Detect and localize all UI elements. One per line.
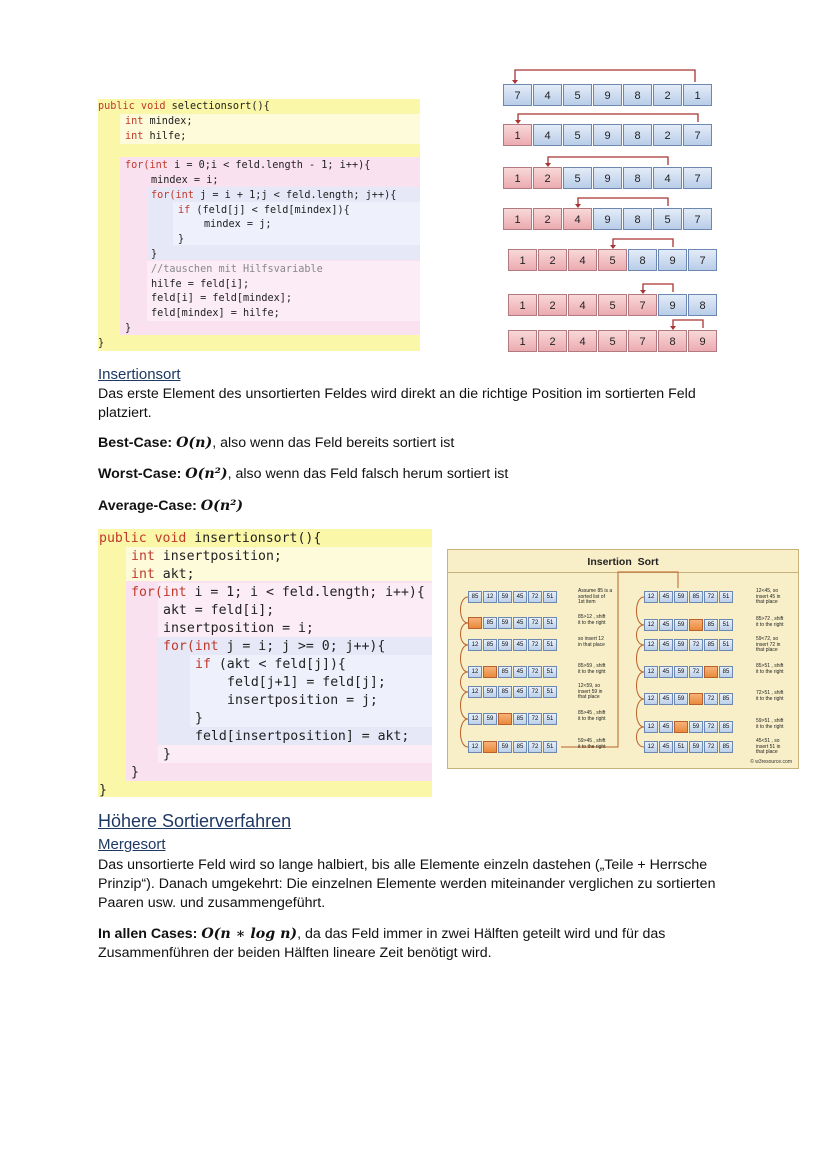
figure-cell: 85 (689, 591, 703, 603)
figure-cell: 59 (498, 741, 512, 753)
figure-cell: 72 (704, 591, 718, 603)
array-cell: 2 (653, 124, 682, 146)
figure-cell: 51 (543, 591, 557, 603)
figure-cell: 12 (468, 741, 482, 753)
swap-arrow (548, 157, 668, 165)
array-cell: 8 (688, 294, 717, 316)
figure-cell: 72 (528, 617, 542, 629)
figure-note: 85>59 , shift it to the right (578, 663, 606, 675)
average-case-line (98, 497, 243, 516)
figure-cell: 85 (483, 639, 497, 651)
figure-cell: 85 (719, 666, 733, 678)
figure-cell (498, 713, 512, 725)
code-token: i = 1; i < feld.length; i++){ (186, 585, 425, 600)
code-token: for(int (125, 160, 168, 172)
figure-cell: 59 (674, 619, 688, 631)
code-token: akt = feld[i]; (163, 603, 275, 618)
array-cell: 9 (593, 208, 622, 230)
figure-cell: 51 (719, 639, 733, 651)
figure-cell: 45 (659, 591, 673, 603)
array-cell: 7 (688, 249, 717, 271)
code-line (98, 159, 428, 174)
code-token: int (131, 549, 155, 564)
code-token: } (163, 747, 171, 762)
array-cell: 1 (503, 167, 532, 189)
array-cell: 5 (653, 208, 682, 230)
swap-arrow (515, 70, 695, 82)
figure-cell: 45 (513, 617, 527, 629)
array-cell: 7 (683, 124, 712, 146)
figure-cell: 59 (689, 741, 703, 753)
figure-cell: 72 (528, 666, 542, 678)
array-cell: 9 (658, 249, 687, 271)
code-line (98, 100, 428, 115)
swap-arrow (613, 239, 673, 247)
code-line (98, 189, 428, 204)
code-line (98, 337, 428, 352)
figure-cell: 45 (513, 686, 527, 698)
figure-cell: 45 (513, 591, 527, 603)
code-line (98, 602, 432, 620)
average-case-label: Average-Case: (98, 498, 197, 514)
code-token: i = 0;i < feld.length - 1; i++){ (167, 160, 371, 172)
code-token: } (98, 337, 105, 349)
figure-cell: 12 (468, 713, 482, 725)
array-cell: 2 (533, 208, 562, 230)
array-cell: 4 (533, 84, 562, 106)
array-cell: 7 (683, 208, 712, 230)
code-token: int (125, 130, 144, 142)
figure-cell: 85 (704, 639, 718, 651)
figure-cell: 85 (498, 666, 512, 678)
best-case-line (98, 434, 454, 453)
figure-cell: 51 (543, 686, 557, 698)
figure-cell: 72 (689, 666, 703, 678)
array-cell: 5 (563, 124, 592, 146)
swap-arrow (518, 114, 698, 122)
code-token: mindex = i; (151, 175, 219, 186)
figure-cell: 85 (704, 619, 718, 631)
array-cell: 4 (653, 167, 682, 189)
figure-cell: 59 (674, 639, 688, 651)
array-cell: 9 (658, 294, 687, 316)
figure-cell: 51 (719, 619, 733, 631)
figure-cell: 12 (644, 591, 658, 603)
figure-cell: 51 (543, 666, 557, 678)
figure-arrow (637, 727, 645, 747)
code-token: int (131, 567, 155, 582)
figure-cell: 45 (513, 639, 527, 651)
code-token: insertposition = i; (163, 621, 314, 636)
array-cell: 8 (658, 330, 687, 352)
worst-case-text: , also wenn das Feld falsch herum sortiert ist (227, 466, 509, 482)
figure-cell: 85 (719, 721, 733, 733)
code-token: hilfe; (143, 130, 187, 142)
array-cell: 7 (503, 84, 532, 106)
mergesort-description: Das unsortierte Feld wird so lange halbiert, bis alle Elemente einzeln dastehen („Teile + Herrsche Prinzip“). Danach umgekehrt: Die einzelnen Elemente werden miteinander verglichen zu sortierten Paaren usw. und zusammengeführt. (98, 857, 716, 911)
figure-note: 59>45 , shift it to the right (578, 738, 606, 750)
figure-cell: 72 (528, 713, 542, 725)
code-line (98, 674, 432, 692)
array-cell: 5 (563, 167, 592, 189)
figure-cell: 45 (659, 693, 673, 705)
mergesort-complexity (98, 925, 728, 963)
code-token: public void (99, 531, 187, 546)
figure-note: Assume 85 is a sorted list of 1st item (578, 588, 613, 605)
code-line (98, 204, 428, 219)
figure-cell: 51 (543, 617, 557, 629)
code-line (98, 292, 428, 307)
figure-note: 45<51 , so insert 51 in that place (756, 738, 781, 755)
worst-case-complexity: O(n²) (185, 466, 228, 482)
figure-note: 59>51 , shift it to the right (756, 718, 784, 730)
insertionsort-description: Das erste Element des unsortierten Feldes wird direkt an die richtige Position im sortierten Feld platziert. (98, 386, 696, 421)
code-token: public void (98, 101, 166, 112)
hoehere-sortierverfahren-heading: Höhere Sortierverfahren (98, 811, 292, 831)
figure-cell: 85 (468, 591, 482, 603)
figure-arrow (461, 692, 469, 719)
array-cell: 2 (538, 294, 567, 316)
figure-arrow (637, 625, 645, 645)
figure-cell (689, 693, 703, 705)
figure-cell: 45 (659, 721, 673, 733)
figure-cell: 59 (674, 666, 688, 678)
figure-arrow (461, 719, 469, 747)
code-line (98, 782, 432, 800)
best-case-text: , also wenn das Feld bereits sortiert ist (212, 435, 455, 451)
figure-cell: 72 (528, 686, 542, 698)
figure-cell: 59 (483, 713, 497, 725)
code-line (98, 130, 428, 145)
figure-cell: 85 (498, 686, 512, 698)
code-token: (feld[j] < feld[mindex]){ (190, 204, 350, 216)
all-cases-complexity: O(n ∗ log n) (201, 926, 298, 942)
code-line (98, 218, 428, 233)
figure-cell (689, 619, 703, 631)
code-token: feld[i] = feld[mindex]; (151, 293, 293, 305)
figure-cell: 12 (644, 693, 658, 705)
code-token: } (151, 249, 158, 260)
figure-cell: 85 (719, 741, 733, 753)
code-token: akt; (154, 567, 195, 582)
figure-note: 85>12 , shift it to the right (578, 614, 606, 626)
code-line (98, 656, 432, 674)
figure-title: Insertion Sort (587, 556, 659, 568)
figure-cell: 12 (644, 666, 658, 678)
figure-cell: 51 (719, 591, 733, 603)
figure-cell: 72 (704, 721, 718, 733)
code-token: //tauschen mit Hilfsvariable (151, 263, 323, 275)
average-case-complexity: O(n²) (200, 498, 244, 514)
code-line (98, 278, 428, 293)
insertion-sort-figure (447, 549, 799, 769)
figure-cell: 85 (483, 617, 497, 629)
code-token: } (131, 765, 139, 780)
figure-note: 85>72 , shift it to the right (756, 616, 784, 628)
figure-note: so insert 12 in that place (578, 636, 605, 648)
swap-arrow (578, 198, 668, 206)
array-cell: 5 (598, 294, 627, 316)
array-cell: 2 (533, 167, 562, 189)
code-token: hilfe = feld[i]; (151, 278, 250, 290)
figure-cell: 59 (689, 721, 703, 733)
code-token: insertposition = j; (227, 693, 378, 708)
figure-arrow (461, 623, 469, 645)
code-line (98, 746, 432, 764)
figure-arrows (448, 550, 798, 768)
code-token: for(int (151, 189, 194, 201)
figure-arrow (461, 645, 469, 672)
figure-cell: 72 (704, 693, 718, 705)
figure-cell: 59 (674, 693, 688, 705)
figure-arrow (637, 597, 645, 625)
figure-cell: 72 (528, 639, 542, 651)
figure-cell: 12 (468, 686, 482, 698)
array-cell: 8 (623, 124, 652, 146)
mergesort-heading: Mergesort (98, 836, 166, 853)
array-cell: 4 (568, 294, 597, 316)
code-token: int (125, 115, 144, 127)
code-line (98, 322, 428, 337)
figure-credit: © w3resource.com (750, 759, 792, 765)
swap-arrow (673, 320, 703, 328)
array-cell: 1 (683, 84, 712, 106)
figure-cell (674, 721, 688, 733)
code-line (98, 548, 432, 566)
figure-cell: 72 (528, 741, 542, 753)
code-line (98, 710, 432, 728)
code-token: selectionsort(){ (165, 101, 270, 112)
code-line (98, 115, 428, 130)
figure-cell: 59 (498, 617, 512, 629)
figure-cell: 59 (674, 591, 688, 603)
figure-cell (468, 617, 482, 629)
figure-cell (483, 741, 497, 753)
figure-arrow (637, 645, 645, 672)
code-token: insertposition; (154, 549, 282, 564)
array-cell: 5 (598, 249, 627, 271)
worst-case-label: Worst-Case: (98, 466, 182, 482)
code-line (98, 620, 432, 638)
array-cell: 4 (568, 249, 597, 271)
code-token: feld[mindex] = hilfe; (151, 308, 280, 320)
figure-cell: 59 (483, 686, 497, 698)
array-cell: 4 (563, 208, 592, 230)
array-cell: 9 (593, 124, 622, 146)
array-cell: 8 (623, 208, 652, 230)
figure-note: 85>45 , shift it to the right (578, 710, 606, 722)
figure-cell: 12 (468, 666, 482, 678)
code-token: (akt < feld[j]){ (210, 657, 346, 672)
array-cell: 5 (598, 330, 627, 352)
figure-cell: 12 (644, 619, 658, 631)
figure-cell: 72 (528, 591, 542, 603)
code-line (98, 233, 428, 248)
figure-cell: 85 (513, 713, 527, 725)
code-token: } (178, 234, 185, 246)
code-line (98, 584, 432, 602)
figure-note: 85>51 , shift it to the right (756, 663, 784, 675)
code-token: feld[j+1] = feld[j]; (227, 675, 386, 690)
array-cell: 9 (593, 84, 622, 106)
code-line (98, 728, 432, 746)
array-cell: 7 (628, 294, 657, 316)
figure-note: 59<72, so insert 72 in that place (756, 636, 781, 653)
array-cell: 2 (538, 330, 567, 352)
worst-case-line (98, 465, 508, 484)
array-cell: 7 (628, 330, 657, 352)
figure-cell: 51 (543, 713, 557, 725)
figure-cell: 72 (689, 639, 703, 651)
best-case-label: Best-Case: (98, 435, 173, 451)
all-cases-label: In allen Cases: (98, 926, 198, 942)
code-line (98, 263, 428, 278)
array-cell: 8 (623, 167, 652, 189)
figure-cell: 59 (498, 639, 512, 651)
array-cell: 2 (538, 249, 567, 271)
figure-cell: 85 (719, 693, 733, 705)
figure-cell: 45 (659, 741, 673, 753)
code-token: j = i + 1;j < feld.length; j++){ (193, 189, 397, 201)
figure-cell: 12 (644, 639, 658, 651)
figure-cell: 59 (498, 591, 512, 603)
array-cell: 1 (508, 249, 537, 271)
figure-cell (483, 666, 497, 678)
all-cases-text: , da das Feld immer in zwei Hälften geteilt wird und für das Zusammenführen der beiden Hälften lineare Zeit benötigt wird. (98, 926, 666, 961)
code-line (98, 566, 432, 584)
figure-note: 12<45, so insert 45 in that place (756, 588, 781, 605)
code-token: } (99, 783, 107, 798)
code-token: } (195, 711, 203, 726)
code-token: } (125, 323, 132, 334)
figure-cell: 45 (659, 619, 673, 631)
figure-cell: 72 (704, 741, 718, 753)
array-cell: 7 (683, 167, 712, 189)
code-line (98, 174, 428, 189)
array-cell: 1 (508, 330, 537, 352)
figure-cell: 12 (468, 639, 482, 651)
figure-cell: 51 (674, 741, 688, 753)
code-line (98, 638, 432, 656)
code-token: for(int (163, 639, 219, 654)
code-token: j = i; j >= 0; j++){ (218, 639, 386, 654)
code-line (98, 307, 428, 322)
array-cell: 8 (628, 249, 657, 271)
code-line (98, 530, 432, 548)
figure-cell: 45 (659, 639, 673, 651)
figure-cell: 12 (644, 741, 658, 753)
figure-note: 12<59, so insert 59 in that place (578, 683, 603, 700)
code-token: mindex = j; (204, 219, 272, 231)
insertionsort-heading: Insertionsort (98, 366, 181, 383)
code-line (98, 248, 428, 263)
figure-note: 72>51 , shift it to the right (756, 690, 784, 702)
figure-cell: 45 (659, 666, 673, 678)
figure-cell: 12 (483, 591, 497, 603)
array-cell: 4 (533, 124, 562, 146)
code-token: if (178, 204, 191, 216)
best-case-complexity: O(n) (176, 435, 213, 451)
code-token: for(int (131, 585, 187, 600)
array-cell: 5 (563, 84, 592, 106)
code-token: insertionsort(){ (186, 531, 322, 546)
figure-arrow (461, 597, 469, 623)
figure-arrow (461, 672, 469, 692)
figure-cell: 51 (543, 741, 557, 753)
figure-cell: 85 (513, 741, 527, 753)
array-cell: 1 (508, 294, 537, 316)
array-cell: 2 (653, 84, 682, 106)
figure-cell: 45 (513, 666, 527, 678)
figure-cell: 12 (644, 721, 658, 733)
figure-cell: 51 (543, 639, 557, 651)
array-cell: 1 (503, 208, 532, 230)
array-cell: 9 (593, 167, 622, 189)
swap-arrow (643, 284, 673, 292)
figure-arrow (637, 699, 645, 727)
array-cell: 1 (503, 124, 532, 146)
array-cell: 9 (688, 330, 717, 352)
figure-arrow (637, 672, 645, 699)
figure-cell (704, 666, 718, 678)
code-line (98, 764, 432, 782)
code-token: mindex; (143, 115, 193, 127)
code-token: if (195, 657, 211, 672)
code-line (98, 692, 432, 710)
array-cell: 4 (568, 330, 597, 352)
array-cell: 8 (623, 84, 652, 106)
code-token: feld[insertposition] = akt; (195, 729, 410, 744)
